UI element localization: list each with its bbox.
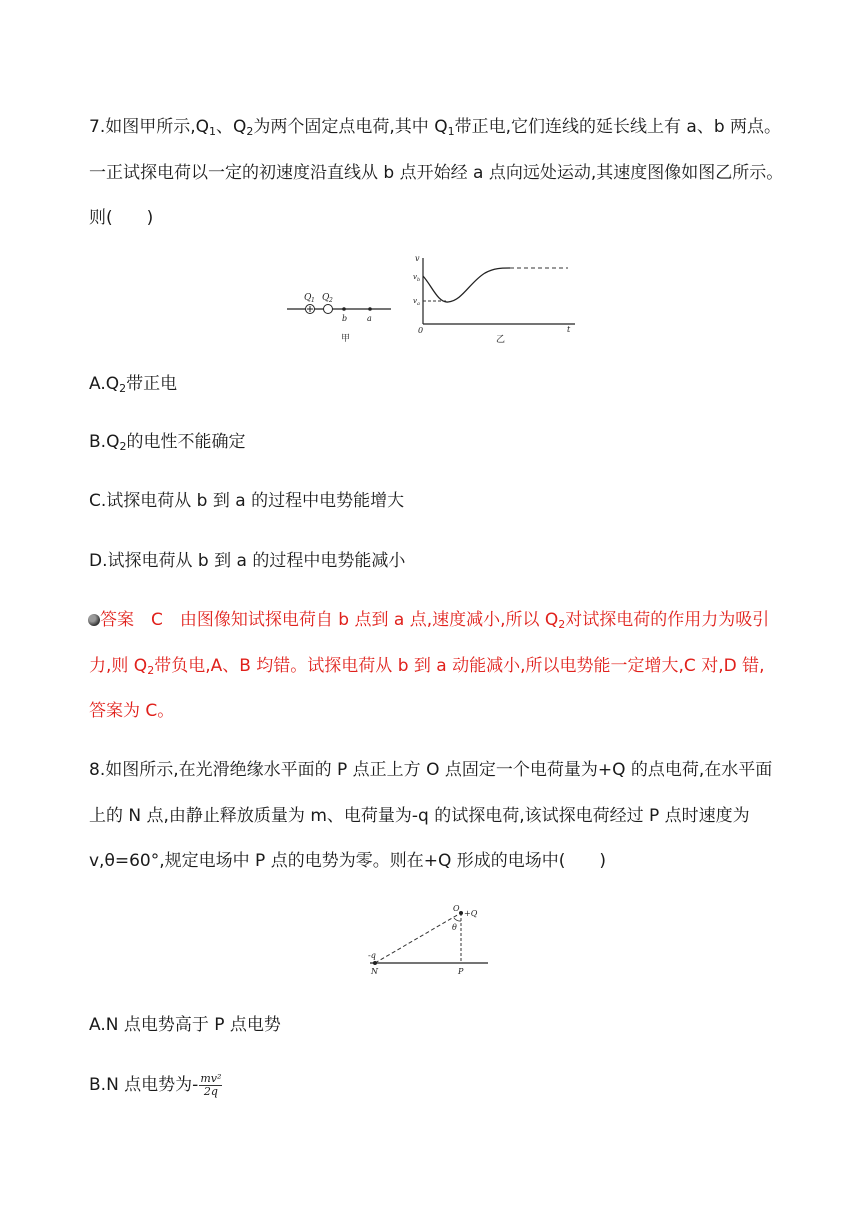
svg-text:a: a xyxy=(417,301,420,307)
fraction-mv2-over-2q: $\frac{\text{mv²}}{2q}$ xyxy=(200,1071,222,1098)
figure-jia xyxy=(283,287,393,345)
q8-stem-line2: 上的 N 点,由静止释放质量为 m、电荷量为-q 的试探电荷,该试探电荷经过 P 点时速度为 xyxy=(89,806,750,826)
origin-label: 0 xyxy=(418,326,424,335)
svg-text:v: v xyxy=(413,297,417,305)
theta-label: θ xyxy=(452,923,457,932)
a-label: a xyxy=(367,314,372,323)
p-label: P xyxy=(458,967,464,976)
q7-answer-line3: 答案为 C。 xyxy=(89,701,175,721)
svg-text:b: b xyxy=(417,277,421,283)
svg-text:2: 2 xyxy=(329,297,333,304)
q7-option-d: D.试探电荷从 b 到 a 的过程中电势能减小 xyxy=(89,551,406,571)
q8-stem-line3: v,θ=60°,规定电场中 P 点的电势为零。则在+Q 形成的电场中( ) xyxy=(89,851,606,871)
q7-stem-line2: 一正试探电荷以一定的初速度沿直线从 b 点开始经 a 点向远处运动,其速度图像如图乙所示。 xyxy=(89,163,784,183)
q7-stem-line3: 则( ) xyxy=(89,208,154,228)
q7-answer-line1: 答案 C 由图像知试探电荷自 b 点到 a 点,速度减小,所以 $Q_2$对试探电荷的作用力为吸引 xyxy=(100,610,770,631)
q8-stem-line1: 8.如图所示,在光滑绝缘水平面的 P 点正上方 O 点固定一个电荷量为+Q 的点电荷,在水平面 xyxy=(89,760,773,780)
q8-option-a: A.N 点电势高于 P 点电势 xyxy=(89,1015,281,1035)
b-label: b xyxy=(342,314,348,323)
minus-q-label: -q xyxy=(368,951,376,960)
svg-text:1: 1 xyxy=(311,297,315,304)
figure-q8 xyxy=(362,900,492,980)
answer-marker-icon xyxy=(88,614,100,626)
q1-label: Q xyxy=(304,293,312,303)
q7-answer-line2: 力,则 $Q_2$带负电,A、B 均错。试探电荷从 b 到 a 动能减小,所以电势能一定增大,C 对,D 错, xyxy=(89,656,765,677)
svg-text:v: v xyxy=(413,273,417,281)
q7-option-a: $A.Q_2$带正电 xyxy=(89,374,178,395)
n-label: N xyxy=(371,967,378,976)
o-label: O xyxy=(453,904,460,913)
caption-jia: 甲 xyxy=(341,334,351,344)
q7-option-b: $B.Q_2$的电性不能确定 xyxy=(89,432,246,453)
caption-yi: 乙 xyxy=(496,335,506,345)
q2-label: Q xyxy=(322,293,330,303)
v-axis-label: v xyxy=(415,254,420,263)
q7-stem-line1: 7.如图甲所示$,Q_1$、$Q_2$为两个固定点电荷,其中 $Q_1$带正电,它们连线的延长线上有 a、b 两点。 xyxy=(89,117,782,138)
q8-option-b: B.N 点电势为- $\frac{\text{mv²}}{2q}$ xyxy=(89,1071,222,1098)
figure-yi xyxy=(410,252,580,346)
t-axis-label: t xyxy=(567,325,571,334)
q7-option-c: C.试探电荷从 b 到 a 的过程中电势能增大 xyxy=(89,491,405,511)
plus-q-label: +Q xyxy=(464,909,478,918)
